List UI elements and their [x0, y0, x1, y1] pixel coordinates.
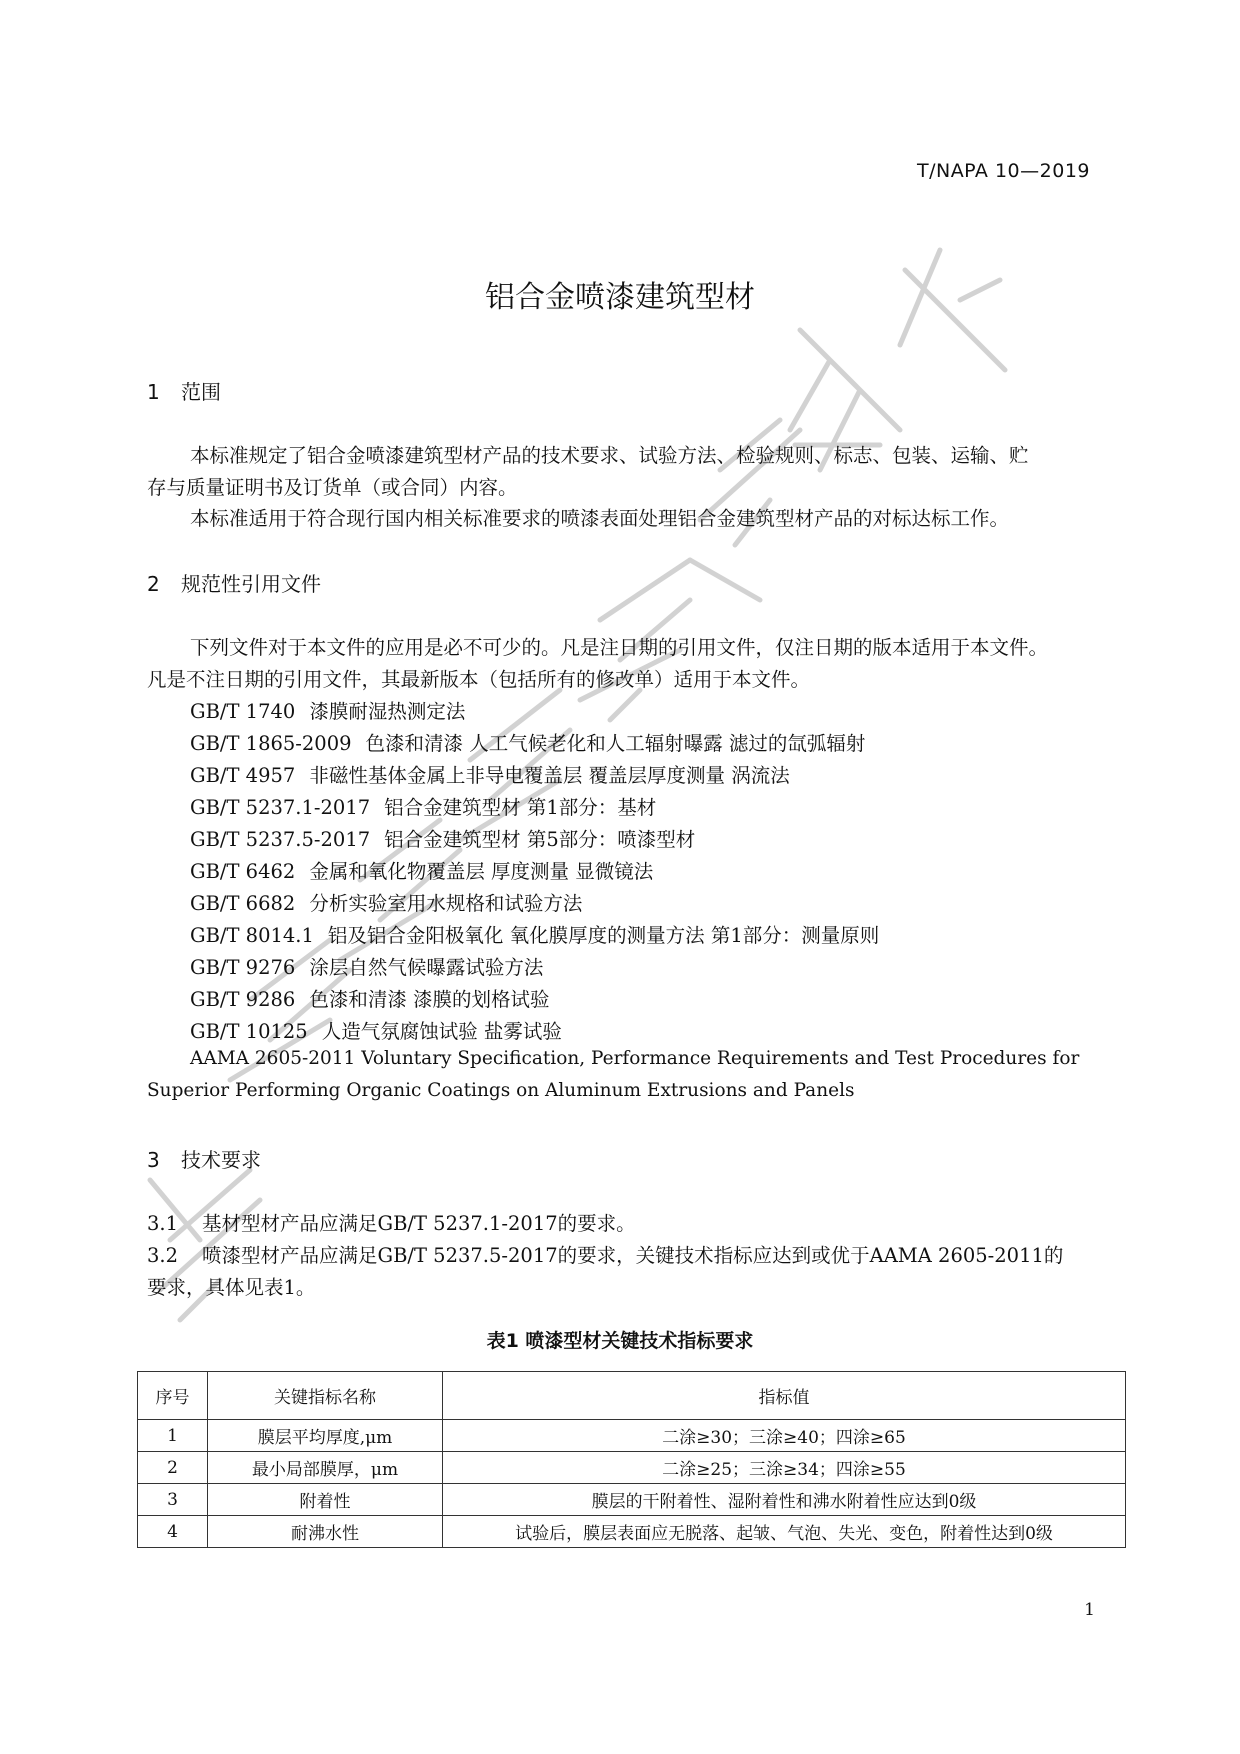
section-3-title: 技术要求 [181, 1148, 261, 1172]
item-3-2-continued: 要求，具体见表1。 [147, 1276, 316, 1299]
standard-code: T/NAPA 10—2019 [916, 160, 1090, 182]
spec-table [137, 1371, 1126, 1548]
table-cell: 试验后，膜层表面应无脱落、起皱、气泡、失光、变色，附着性达到0级 [443, 1516, 1126, 1548]
section-2-heading [147, 568, 321, 597]
reference-item: GB/T 5237.1-2017 铝合金建筑型材 第1部分：基材 [190, 796, 657, 819]
reference-item: GB/T 5237.5-2017 铝合金建筑型材 第5部分：喷漆型材 [190, 828, 696, 851]
section-2-intro-line1: 下列文件对于本文件的应用是必不可少的。凡是注日期的引用文件，仅注日期的版本适用于本文件。 [190, 636, 1049, 659]
table-cell: 二涂≥30；三涂≥40；四涂≥65 [443, 1420, 1126, 1452]
reference-item: GB/T 6462 金属和氧化物覆盖层 厚度测量 显微镜法 [190, 860, 654, 883]
reference-item: GB/T 4957 非磁性基体金属上非导电覆盖层 覆盖层厚度测量 涡流法 [190, 764, 790, 787]
reference-item: GB/T 9276 涂层自然气候曝露试验方法 [190, 956, 544, 979]
table-cell: 附着性 [208, 1484, 443, 1516]
section-1-heading [147, 376, 221, 405]
column-header: 指标值 [443, 1372, 1126, 1420]
table-cell: 耐沸水性 [208, 1516, 443, 1548]
item-3-1-number: 3.1 [147, 1212, 179, 1235]
reference-item: GB/T 9286 色漆和清漆 漆膜的划格试验 [190, 988, 550, 1011]
table-cell: 2 [138, 1452, 208, 1484]
item-3-2-number: 3.2 [147, 1244, 179, 1267]
item-3-1 [147, 1208, 636, 1236]
table-cell: 3 [138, 1484, 208, 1516]
reference-item: GB/T 1740 漆膜耐湿热测定法 [190, 700, 466, 723]
section-1-para2: 本标准适用于符合现行国内相关标准要求的喷漆表面处理铝合金建筑型材产品的对标达标工作。 [190, 507, 1010, 530]
table-row [138, 1420, 1126, 1452]
reference-item: GB/T 1865-2009 色漆和清漆 人工气候老化和人工辐射曝露 滤过的氙弧辐射 [190, 732, 866, 755]
section-2-number: 2 [147, 572, 160, 596]
section-1-para1-line2: 存与质量证明书及订货单（或合同）内容。 [147, 476, 518, 499]
section-1-number: 1 [147, 380, 160, 404]
table-cell: 膜层平均厚度,μm [208, 1420, 443, 1452]
section-1-para1-line1: 本标准规定了铝合金喷漆建筑型材产品的技术要求、试验方法、检验规则、标志、包装、运输、贮 [190, 444, 1029, 467]
table-row [138, 1452, 1126, 1484]
table-cell: 1 [138, 1420, 208, 1452]
page-number: 1 [1084, 1600, 1095, 1620]
table-cell: 二涂≥25；三涂≥34；四涂≥55 [443, 1452, 1126, 1484]
column-header: 序号 [138, 1372, 208, 1420]
reference-item: GB/T 8014.1 铝及铝合金阳极氧化 氧化膜厚度的测量方法 第1部分：测量原则 [190, 924, 880, 947]
aama-reference-line1: AAMA 2605-2011 Voluntary Specification, Performance Requirements and Test Procedures for [190, 1048, 1080, 1069]
table-header-row [138, 1372, 1126, 1420]
item-3-2-text: 喷漆型材产品应满足GB/T 5237.5-2017的要求，关键技术指标应达到或优于AAMA 2605-2011的 [202, 1244, 1064, 1267]
item-3-1-text: 基材型材产品应满足GB/T 5237.1-2017的要求。 [202, 1212, 636, 1235]
section-2-intro-line2: 凡是不注日期的引用文件，其最新版本（包括所有的修改单）适用于本文件。 [147, 668, 811, 691]
table-cell: 最小局部膜厚，μm [208, 1452, 443, 1484]
reference-item: GB/T 10125 人造气氛腐蚀试验 盐雾试验 [190, 1020, 562, 1043]
table-row [138, 1484, 1126, 1516]
item-3-2 [147, 1240, 1063, 1268]
aama-reference-line2: Superior Performing Organic Coatings on Aluminum Extrusions and Panels [147, 1080, 855, 1101]
section-2-title: 规范性引用文件 [181, 572, 321, 596]
table-row [138, 1516, 1126, 1548]
reference-item: GB/T 6682 分析实验室用水规格和试验方法 [190, 892, 583, 915]
section-3-number: 3 [147, 1148, 160, 1172]
section-1-title: 范围 [181, 380, 221, 404]
table-caption: 表1 喷漆型材关键技术指标要求 [486, 1330, 754, 1352]
table-cell: 4 [138, 1516, 208, 1548]
table-cell: 膜层的干附着性、湿附着性和沸水附着性应达到0级 [443, 1484, 1126, 1516]
document-title: 铝合金喷漆建筑型材 [485, 280, 755, 315]
column-header: 关键指标名称 [208, 1372, 443, 1420]
section-3-heading [147, 1144, 261, 1173]
